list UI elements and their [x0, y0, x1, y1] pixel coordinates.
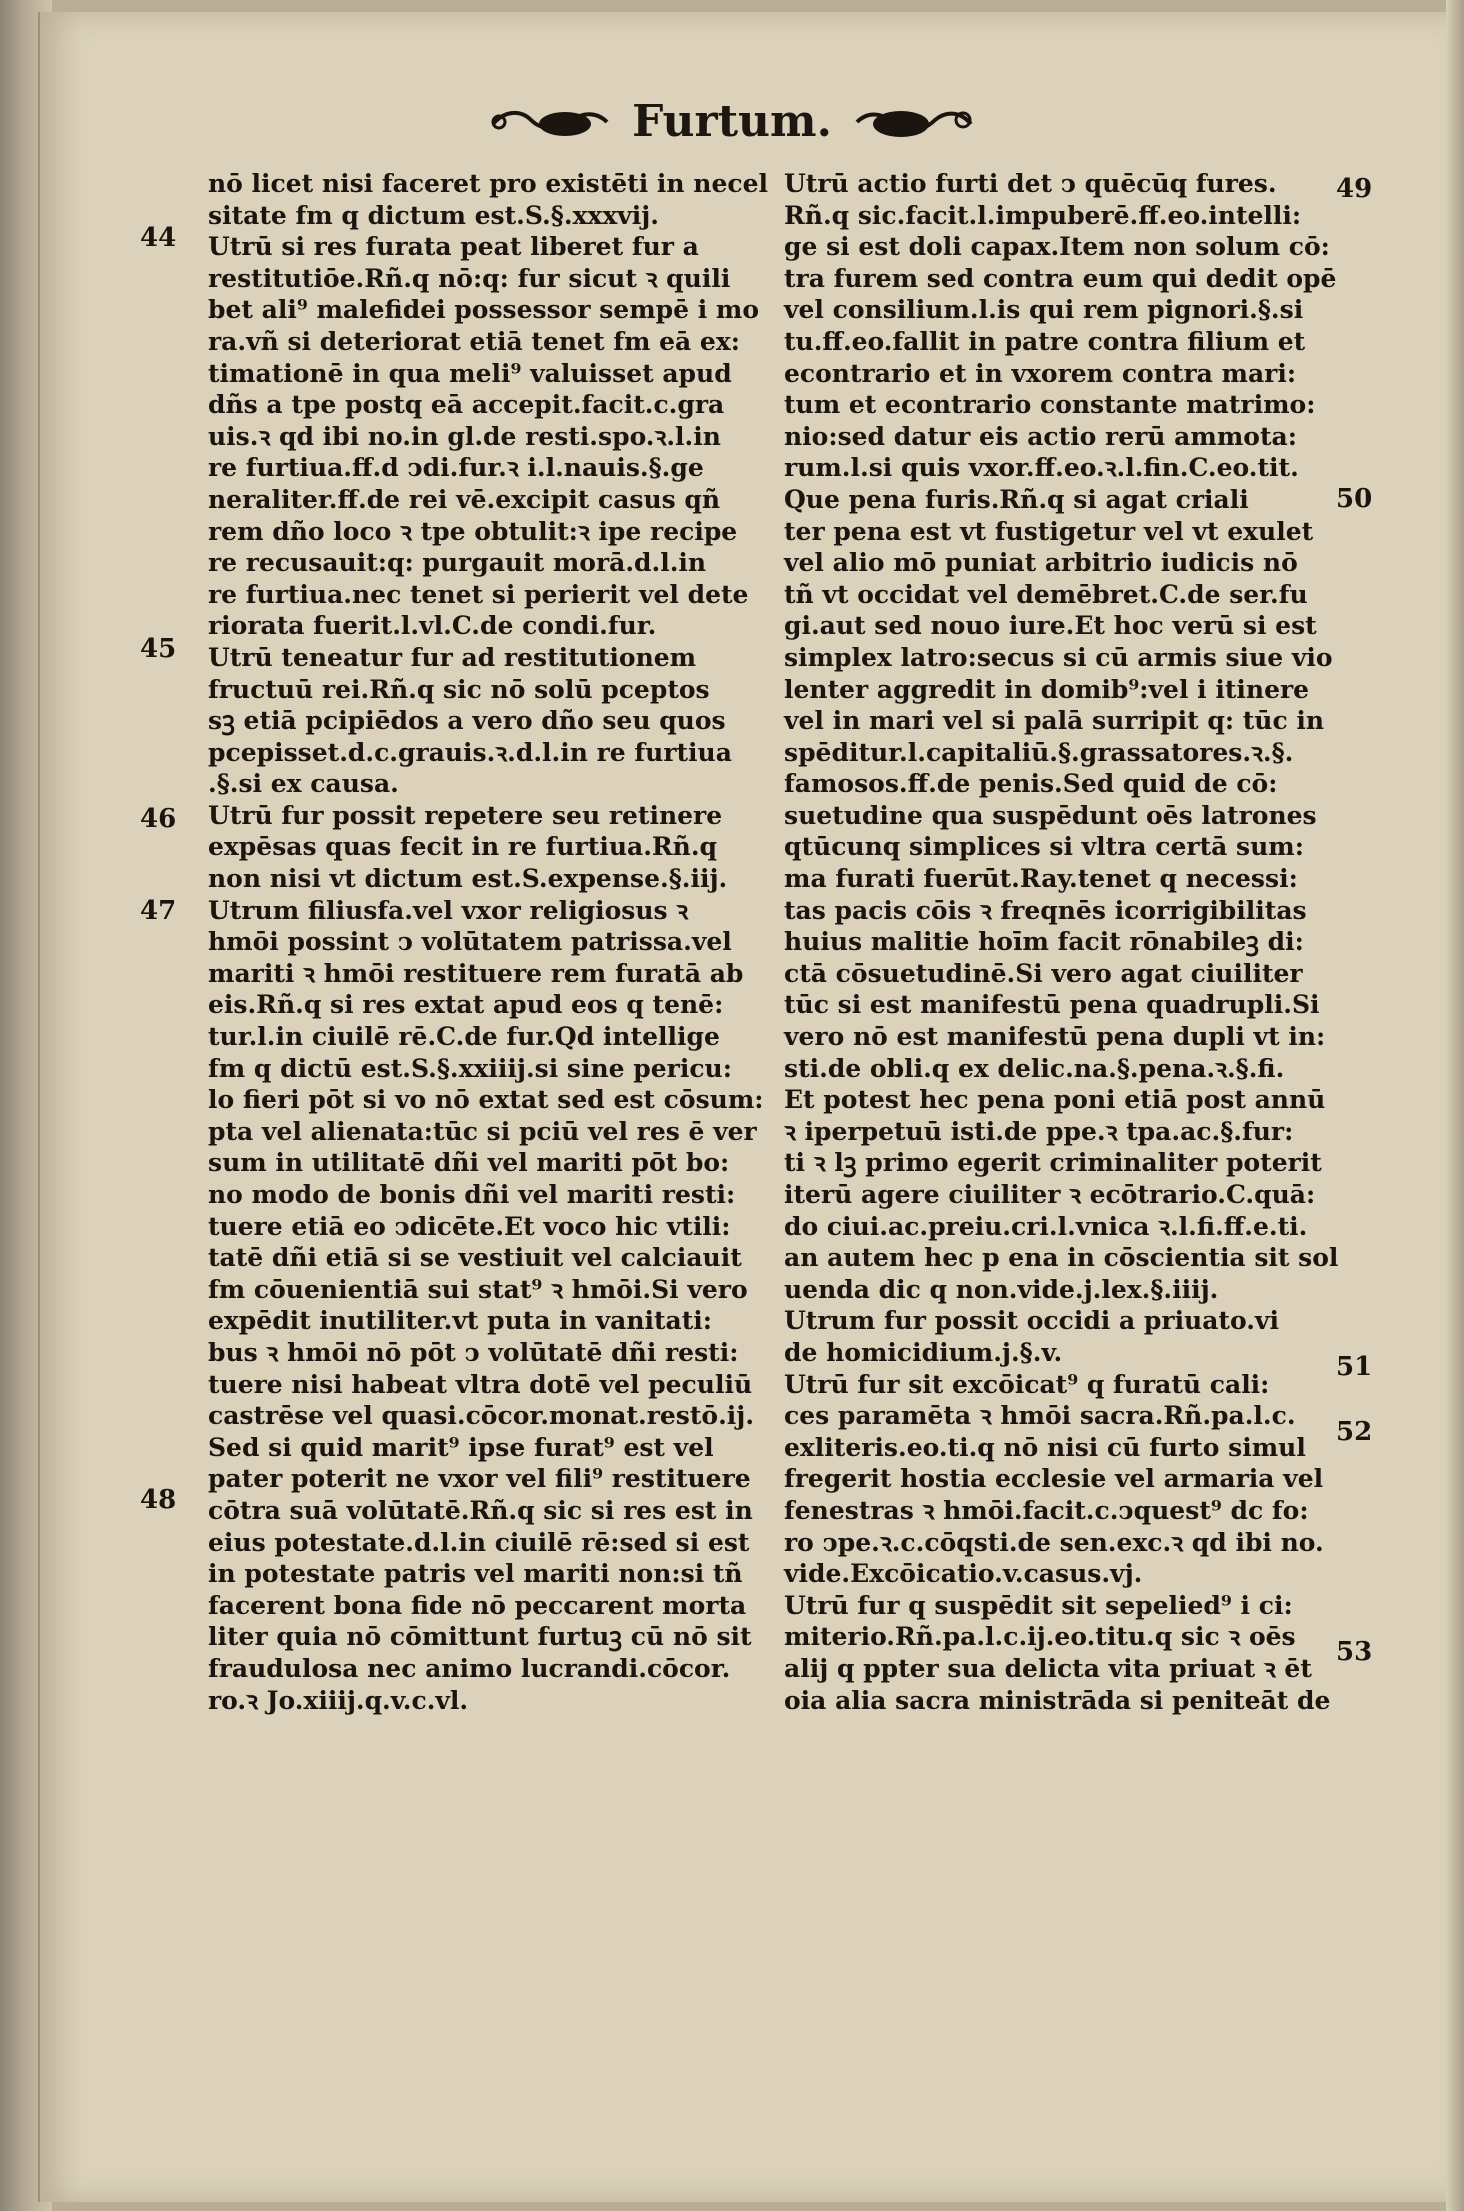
text-line: iterū agere ciuiliter ꝛ ecōtrario.C.quā:: [784, 1180, 1316, 1209]
text-line: exliteris.eo.ti.q nō nisi cū furto simul: [784, 1432, 1306, 1462]
text-line: rem dño loco ꝛ tpe obtulit:ꝛ ipe recipe: [208, 516, 738, 546]
running-head: [0, 96, 1464, 147]
text-line: sti.de obli.q ex delic.na.§.pena.ꝛ.§.fi.: [784, 1053, 1285, 1083]
text-line: vel consilium.l.is qui rem pignori.§.si: [784, 295, 1304, 325]
text-line: lenter aggredit in domib⁹:vel i itinere: [784, 674, 1310, 704]
text-line: eis.Rñ.q si res extat apud eos q tenē:: [208, 990, 724, 1020]
right-ornament-icon: [849, 102, 979, 142]
text-line: miterio.Rñ.pa.l.c.ij.eo.titu.q sic ꝛ oēs: [784, 1622, 1296, 1652]
text-line: Utrū teneatur fur ad restitutionem: [208, 642, 697, 672]
text-line: fm cōuenientiā sui stat⁹ ꝛ hmōi.Si vero: [208, 1274, 748, 1304]
text-line: Utrum fur possit occidi a priuato.vi: [784, 1306, 1279, 1336]
text-line: .§.si ex causa.: [208, 769, 399, 799]
text-line: hmōi possint ↄ volūtatem patrissa.vel: [208, 927, 732, 957]
margin-number: 49: [1336, 174, 1373, 204]
text-line: castrēse vel quasi.cōcor.monat.restō.ij.: [208, 1401, 755, 1431]
text-line: tuere etiā eo ↄdicēte.Et voco hic vtili:: [208, 1211, 731, 1241]
text-line: re furtiua.nec tenet si perierit vel dete: [208, 579, 749, 609]
text-line: ro ↄpe.ꝛ.c.cōqsti.de sen.exc.ꝛ qd ibi no.: [784, 1527, 1324, 1557]
text-line: Rñ.q sic.facit.l.impuberē.ff.eo.intelli:: [784, 200, 1302, 230]
right-text-column: [784, 168, 1344, 1716]
text-line: nio:sed datur eis actio rerū ammota:: [784, 421, 1297, 451]
text-line: riorata fuerit.l.vl.C.de condi.fur.: [208, 611, 657, 641]
margin-number: 44: [140, 223, 177, 253]
text-line: pta vel alienata:tūc si pciū vel res ē ver: [208, 1116, 757, 1146]
text-line: Utrū fur possit repetere seu retinere: [208, 800, 723, 830]
text-line: fm q dictū est.S.§.xxiiij.si sine pericu:: [208, 1053, 732, 1083]
text-line: alij q ppter sua delicta vita priuat ꝛ ēt: [784, 1653, 1312, 1683]
text-line: sꝫ etiā pcipiēdos a vero dño seu quos: [208, 706, 726, 736]
text-line: expēdit inutiliter.vt puta in vanitati:: [208, 1306, 713, 1336]
text-line: vide.Excōicatio.v.casus.vj.: [784, 1559, 1143, 1589]
text-line: expēsas quas fecit in re furtiua.Rñ.q: [208, 832, 718, 862]
margin-number: 45: [140, 634, 177, 664]
text-line: Utrū si res furata peat liberet fur a: [208, 232, 699, 262]
text-line: sum in utilitatē dñi vel mariti pōt bo:: [208, 1148, 730, 1178]
text-line: cōtra suā volūtatē.Rñ.q sic si res est in: [208, 1495, 753, 1525]
text-line: ctā cōsuetudinē.Si vero agat ciuiliter: [784, 958, 1303, 988]
text-line: an autem hec p ena in cōscientia sit sol: [784, 1243, 1339, 1273]
text-line: timationē in qua meli⁹ valuisset apud: [208, 358, 732, 388]
margin-number: 52: [1336, 1417, 1373, 1447]
text-line: uenda dic q non.vide.j.lex.§.iiij.: [784, 1274, 1219, 1304]
text-line: tas pacis cōis ꝛ freqnēs icorrigibilitas: [784, 895, 1307, 925]
text-line: fructuū rei.Rñ.q sic nō solū pceptos: [208, 674, 710, 704]
text-line: lo fieri pōt si vo nō extat sed est cōsum:: [208, 1085, 764, 1115]
text-line: oia alia sacra ministrāda si peniteāt de: [784, 1685, 1331, 1715]
text-line: rum.l.si quis vxor.ff.eo.ꝛ.l.fin.C.eo.tit.: [784, 453, 1299, 483]
margin-number: 50: [1336, 484, 1373, 514]
text-line: mariti ꝛ hmōi restituere rem furatā ab: [208, 958, 744, 988]
text-line: ter pena est vt fustigetur vel vt exulet: [784, 516, 1314, 546]
text-line: non nisi vt dictum est.S.expense.§.iij.: [208, 864, 728, 894]
text-line: pcepisset.d.c.grauis.ꝛ.d.l.in re furtiua: [208, 737, 732, 767]
left-text-column: [208, 168, 768, 1716]
text-line: uis.ꝛ qd ibi no.in gl.de resti.spo.ꝛ.l.in: [208, 421, 721, 451]
text-line: sitate fm q dictum est.S.§.xxxvij.: [208, 200, 660, 230]
margin-number: 47: [140, 896, 177, 926]
page-title: Furtum.: [632, 96, 832, 147]
text-line: fraudulosa nec animo lucrandi.cōcor.: [208, 1653, 731, 1683]
text-line: ge si est doli capax.Item non solum cō:: [784, 232, 1330, 262]
text-line: Utrū fur sit excōicat⁹ q furatū cali:: [784, 1369, 1270, 1399]
text-line: vel alio mō puniat arbitrio iudicis nō: [784, 548, 1298, 578]
text-line: tum et econtrario constante matrimo:: [784, 390, 1316, 420]
text-line: fenestras ꝛ hmōi.facit.c.ↄquest⁹ dc fo:: [784, 1495, 1309, 1525]
text-line: spēditur.l.capitaliū.§.grassatores.ꝛ.§.: [784, 737, 1294, 767]
text-line: Utrum filiusfa.vel vxor religiosus ꝛ: [208, 895, 689, 925]
text-line: Utrū actio furti det ↄ quēcūq fures.: [784, 169, 1277, 198]
text-line: liter quia nō cōmittunt furtuꝫ cū nō sit: [208, 1622, 752, 1652]
text-line: gi.aut sed nouo iure.Et hoc verū si est: [784, 611, 1317, 641]
text-line: de homicidium.j.§.v.: [784, 1337, 1063, 1367]
text-line: bus ꝛ hmōi nō pōt ↄ volūtatē dñi resti:: [208, 1337, 739, 1367]
text-line: facerent bona fide nō peccarent morta: [208, 1590, 747, 1620]
text-line: re recusauit:q: purgauit morā.d.l.in: [208, 548, 707, 578]
text-line: ꝛ iperpetuū isti.de ppe.ꝛ tpa.ac.§.fur:: [784, 1116, 1294, 1146]
text-line: Et potest hec pena poni etiā post annū: [784, 1085, 1326, 1115]
text-line: in potestate patris vel mariti non:si tñ: [208, 1559, 743, 1589]
text-line: fregerit hostia ecclesie vel armaria vel: [784, 1464, 1324, 1494]
text-line: famosos.ff.de penis.Sed quid de cō:: [784, 769, 1278, 799]
text-line: ro.ꝛ Jo.xiiij.q.v.c.vl.: [208, 1685, 469, 1715]
text-line: simplex latro:secus si cū armis siue vio: [784, 642, 1333, 672]
margin-number: 48: [140, 1485, 177, 1515]
margin-number: 53: [1336, 1637, 1373, 1667]
text-line: Que pena furis.Rñ.q si agat criali: [784, 484, 1249, 514]
text-line: suetudine qua suspēdunt oēs latrones: [784, 800, 1317, 830]
text-line: vero nō est manifestū pena dupli vt in:: [784, 1022, 1326, 1052]
text-line: nō licet nisi faceret pro existēti in necel: [208, 169, 768, 198]
text-line: neraliter.ff.de rei vē.excipit casus qñ: [208, 484, 721, 514]
text-line: no modo de bonis dñi vel mariti resti:: [208, 1180, 736, 1209]
text-line: ces paramēta ꝛ hmōi sacra.Rñ.pa.l.c.: [784, 1401, 1296, 1431]
text-line: ma furati fuerūt.Ray.tenet q necessi:: [784, 864, 1298, 894]
text-line: tuere nisi habeat vltra dotē vel peculiū: [208, 1369, 753, 1399]
text-line: ti ꝛ lꝫ primo egerit criminaliter poterit: [784, 1148, 1322, 1178]
text-line: tu.ff.eo.fallit in patre contra filium et: [784, 326, 1306, 356]
text-line: dñs a tpe postq eā accepit.facit.c.gra: [208, 390, 725, 420]
text-line: eius potestate.d.l.in ciuilē rē:sed si est: [208, 1527, 750, 1557]
text-line: qtūcunq simplices si vltra certā sum:: [784, 832, 1304, 862]
text-line: re furtiua.ff.d ↄdi.fur.ꝛ i.l.nauis.§.ge: [208, 453, 704, 483]
text-line: econtrario et in vxorem contra mari:: [784, 358, 1297, 388]
text-line: pater poterit ne vxor vel fili⁹ restituere: [208, 1464, 751, 1494]
text-line: tñ vt occidat vel demēbret.C.de ser.fu: [784, 579, 1308, 609]
page-fore-edge: [1446, 0, 1464, 2211]
text-line: Utrū fur q suspēdit sit sepelied⁹ i ci:: [784, 1590, 1293, 1620]
margin-number: 51: [1336, 1352, 1373, 1382]
text-line: restitutiōe.Rñ.q nō:q: fur sicut ꝛ quili: [208, 263, 731, 293]
text-line: do ciui.ac.preiu.cri.l.vnica ꝛ.l.fi.ff.e.ti.: [784, 1211, 1308, 1241]
text-line: vel in mari vel si palā surripit q: tūc in: [784, 706, 1325, 736]
left-ornament-icon: [485, 102, 615, 142]
text-line: tatē dñi etiā si se vestiuit vel calciauit: [208, 1243, 742, 1273]
text-line: huius malitie hoīm facit rōnabileꝫ di:: [784, 927, 1304, 957]
text-line: tra furem sed contra eum qui dedit opē: [784, 263, 1337, 293]
text-line: Sed si quid marit⁹ ipse furat⁹ est vel: [208, 1432, 714, 1462]
text-line: tūc si est manifestū pena quadrupli.Si: [784, 990, 1320, 1020]
text-line: tur.l.in ciuilē rē.C.de fur.Qd intellige: [208, 1022, 720, 1052]
text-line: bet ali⁹ malefidei possessor sempē i mo: [208, 295, 760, 325]
text-line: ra.vñ si deteriorat etiā tenet fm eā ex:: [208, 326, 740, 356]
margin-number: 46: [140, 804, 177, 834]
